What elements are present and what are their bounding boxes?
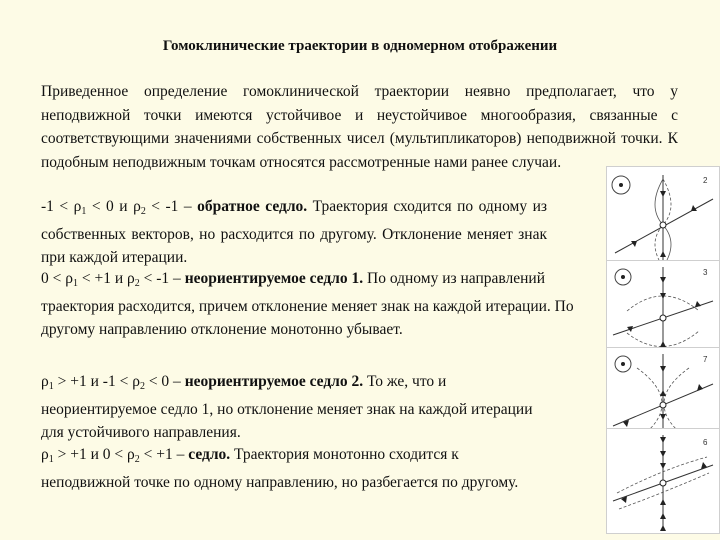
rho-symbol: ρ [41,373,49,390]
condition-mid: < 0 и [86,198,134,215]
rho-symbol: ρ [127,270,135,287]
condition-end: < +1 – [139,446,189,463]
subscript: 1 [73,278,78,289]
case-nonorientable-saddle-2 [41,370,551,444]
rho-symbol: ρ [41,446,49,463]
subscript: 2 [134,454,140,465]
case-description: Траектория монотонно сходится к неподвижной точке по одному направлению, но разбегается по другому. [41,446,519,491]
subscript: 1 [48,454,54,465]
case-name: неориентируемое седло 1. [184,270,364,287]
case-saddle [41,443,546,494]
rho-symbol: ρ [65,270,73,287]
case-name: обратное седло. [197,198,308,215]
rho-symbol: ρ [127,446,135,463]
condition-mid: > +1 и -1 < [53,373,133,390]
rho-symbol: ρ [73,198,82,215]
rho-symbol: ρ [133,198,141,215]
figure-saddle [606,428,720,534]
case-nonorientable-saddle-1 [41,267,589,341]
condition-end: < -1 – [145,198,198,215]
case-name: неориентируемое седло 2. [184,373,364,390]
condition-start: -1 < [41,198,74,215]
subscript: 1 [81,206,87,217]
condition-end: < -1 – [139,270,185,287]
subscript: 2 [134,278,140,289]
page-title: Гомоклинические траектории в одномерном отображении [162,38,558,54]
condition-mid: < +1 и [78,270,128,287]
figure-number: 6 [703,438,708,447]
subscript: 2 [140,206,146,217]
case-description: То же, что и неориентируемое седло 1, но отклонение меняет знак на каждой итерации для устойчивого направления. [41,373,533,441]
figure-number: 3 [703,268,708,277]
saddle-diagram-4 [607,429,719,533]
condition-mid: > +1 и 0 < [53,446,128,463]
figure-number: 7 [703,355,708,364]
case-name: седло. [188,446,231,463]
case-description: Траектория сходится по одному из собственных векторов, но расходится по другому. Отклонение меняет знак при каждой итерации. [41,198,547,266]
intro-paragraph: Приведенное определение гомоклинической траектории неявно предполагает, что у неподвижной точки имеются устойчивое и неустойчивое многообразия, связанные с соответствующими значениями собственных чисел (мультипликаторов) неподвижной точки. К подобным неподвижным точкам относятся рассмотренные нами ранее случаи. [41,83,678,171]
subscript: 2 [139,381,145,392]
rho-symbol: ρ [132,373,140,390]
figure-number: 2 [703,176,708,185]
subscript: 1 [48,381,54,392]
condition-start: 0 < [41,270,66,287]
case-inverse-saddle [41,195,547,269]
case-description: По одному из направлений траектория расходится, причем отклонение меняет знак на каждой итерации. По другому направлению отклонение монотонно убывает. [41,270,574,338]
condition-end: < 0 – [144,373,185,390]
